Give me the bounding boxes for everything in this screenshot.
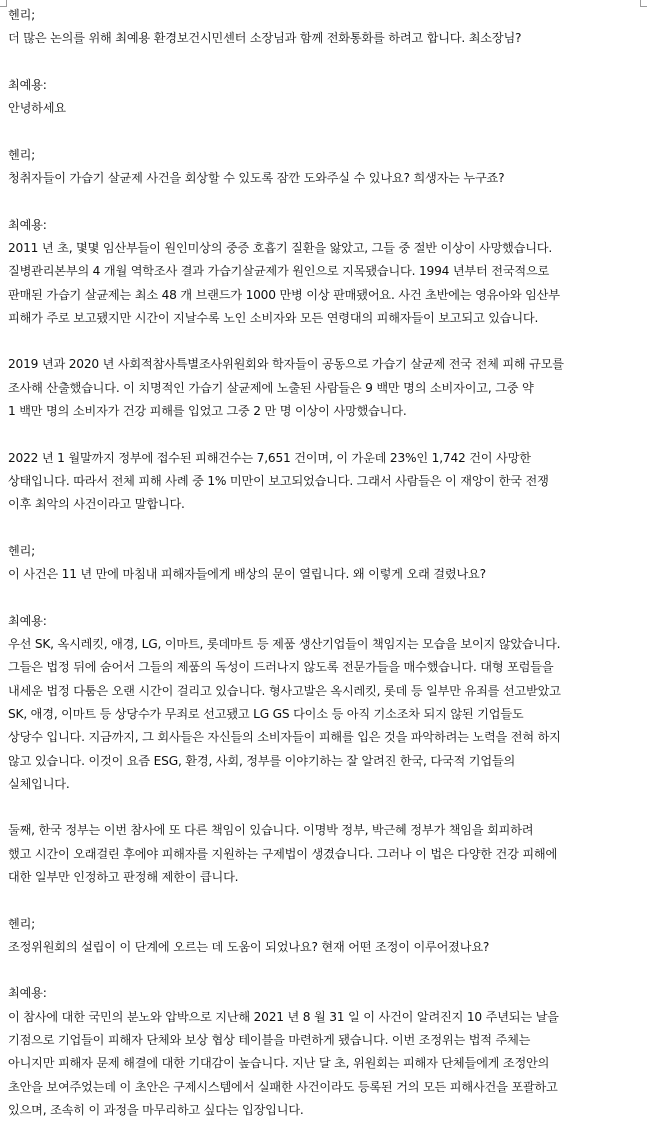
paragraph-a4: [8, 982, 641, 1122]
text-line: 조정위원회의 설립이 이 단계에 오르는 데 도움이 되었나요? 현재 어떤 조정이 이루어졌나요?: [8, 939, 490, 954]
text-line: 초안을 보여주었는데 이 초안은 구제시스템에서 실패한 사건이라도 등록된 거의 모든 피해사건을 포괄하고: [8, 1079, 558, 1094]
text-line: 그들은 법정 뒤에 숨어서 그들의 제품의 독성이 드러나지 않도록 전문가들을 매수했습니다. 대형 포럼들을: [8, 660, 554, 675]
text-line: 안녕하세요: [8, 101, 66, 116]
paragraph-q2: [8, 144, 641, 191]
paragraph-q1: [8, 4, 641, 51]
text-line: 둘째, 한국 정부는 이번 참사에 또 다른 책임이 있습니다. 이명박 정부, 박근혜 정부가 책임을 회피하려: [8, 823, 534, 838]
text-line: 아니지만 피해자 문제 해결에 대한 기대감이 높습니다. 지난 달 초, 위원회는 피해자 단체들에게 조정안의: [8, 1056, 550, 1071]
text-line: 2019 년과 2020 년 사회적참사특별조사위원회와 학자들이 공동으로 가습기 살균제 전국 전체 피해 규모를: [8, 357, 564, 372]
text-line: 우선 SK, 옥시레킷, 애경, LG, 이마트, 롯데마트 등 제품 생산기업들이 책임지는 모습을 보이지 않았습니다.: [8, 637, 561, 652]
document-body: [8, 4, 641, 1122]
text-line: 대한 일부만 인정하고 판정해 제한이 큽니다.: [8, 869, 239, 884]
speaker-label: 최예용:: [8, 613, 47, 628]
paragraph-a3b: [8, 819, 641, 889]
paragraph-q4: [8, 913, 641, 960]
paragraph-a2b: [8, 353, 641, 423]
text-line: 이후 최악의 사건이라고 말합니다.: [8, 497, 185, 512]
paragraph-a1: [8, 74, 641, 121]
speaker-label: 최예용:: [8, 217, 47, 232]
paragraph-a3: [8, 610, 641, 796]
text-line: 내세운 법정 다툼은 오랜 시간이 걸리고 있습니다. 형사고발은 옥시레킷, 롯데 등 일부만 유죄를 선고받았고: [8, 683, 561, 698]
text-line: 더 많은 논의를 위해 최예용 환경보건시민센터 소장님과 함께 전화통화를 하려고 합니다. 최소장님?: [8, 31, 522, 46]
speaker-label: 최예용:: [8, 986, 47, 1001]
text-line: 이 사건은 11 년 만에 마침내 피해자들에게 배상의 문이 열립니다. 왜 이렇게 오래 걸렸나요?: [8, 567, 486, 582]
text-line: 상태입니다. 따라서 전체 피해 사례 중 1% 미만이 보고되었습니다. 그래서 사람들은 이 재앙이 한국 전쟁: [8, 473, 549, 488]
text-line: SK, 애경, 이마트 등 상당수가 무죄로 선고됐고 LG GS 다이소 등 아직 기소조차 되지 않된 기업들도: [8, 706, 524, 721]
text-line: 1 백만 명의 소비자가 건강 피해를 입었고 그중 2 만 명 이상이 사망했습니다.: [8, 404, 407, 419]
text-line: 조사해 산출했습니다. 이 치명적인 가습기 살균제에 노출된 사람들은 9 백만 명의 소비자이고, 그중 약: [8, 380, 534, 395]
text-line: 상당수 입니다. 지금까지, 그 회사들은 자신들의 소비자들이 피해를 입은 것을 파악하려는 노력을 전혀 하지: [8, 730, 561, 745]
text-line: 청취자들이 가습기 살균제 사건을 회상할 수 있도록 잠깐 도와주실 수 있나요? 희생자는 누구죠?: [8, 171, 505, 186]
page-corner-mark-left: [0, 0, 7, 7]
speaker-label: 헨리;: [8, 916, 36, 931]
text-line: 판매된 가습기 살균제는 최소 48 개 브랜드가 1000 만병 이상 판매됐어요. 사건 초반에는 영유아와 임산부: [8, 287, 560, 302]
text-line: 2022 년 1 월말까지 정부에 접수된 피해건수는 7,651 건이며, 이 가운데 23%인 1,742 건이 사망한: [8, 450, 531, 465]
text-line: 기점으로 기업들이 피해자 단체와 보상 협상 테이블을 마련하게 됐습니다. 이번 조정위는 법적 주체는: [8, 1033, 531, 1048]
text-line: 있으며, 조속히 이 과정을 마무리하고 싶다는 입장입니다.: [8, 1102, 304, 1117]
speaker-label: 헨리;: [8, 543, 36, 558]
text-line: 2011 년 초, 몇몇 임산부들이 원인미상의 중증 호흡기 질환을 앓았고, 그들 중 절반 이상이 사망했습니다.: [8, 240, 553, 255]
speaker-label: 헨리;: [8, 8, 36, 22]
text-line: 않고 있습니다. 이것이 요즘 ESG, 환경, 사회, 정부를 이야기하는 잘 알려진 한국, 다국적 기업들의: [8, 753, 516, 768]
paragraph-q3: [8, 540, 641, 587]
speaker-label: 헨리;: [8, 147, 36, 162]
paragraph-a2c: [8, 447, 641, 517]
text-line: 피해가 주로 보고됐지만 시간이 지날수록 노인 소비자와 모든 연령대의 피해자들이 보고되고 있습니다.: [8, 310, 539, 325]
page-corner-mark-right: [640, 0, 647, 7]
text-line: 이 참사에 대한 국민의 분노와 압박으로 지난해 2021 년 8 월 31 일 이 사건이 알려진지 10 주년되는 날을: [8, 1009, 559, 1024]
text-line: 했고 시간이 오래걸린 후에야 피해자를 지원하는 구제법이 생겼습니다. 그러나 이 법은 다양한 건강 피해에: [8, 846, 558, 861]
speaker-label: 최예용:: [8, 77, 47, 92]
text-line: 질병관리본부의 4 개월 역학조사 결과 가습기살균제가 원인으로 지목됐습니다. 1994 년부터 전국적으로: [8, 264, 550, 279]
paragraph-a2: [8, 214, 641, 330]
text-line: 실체입니다.: [8, 776, 70, 791]
